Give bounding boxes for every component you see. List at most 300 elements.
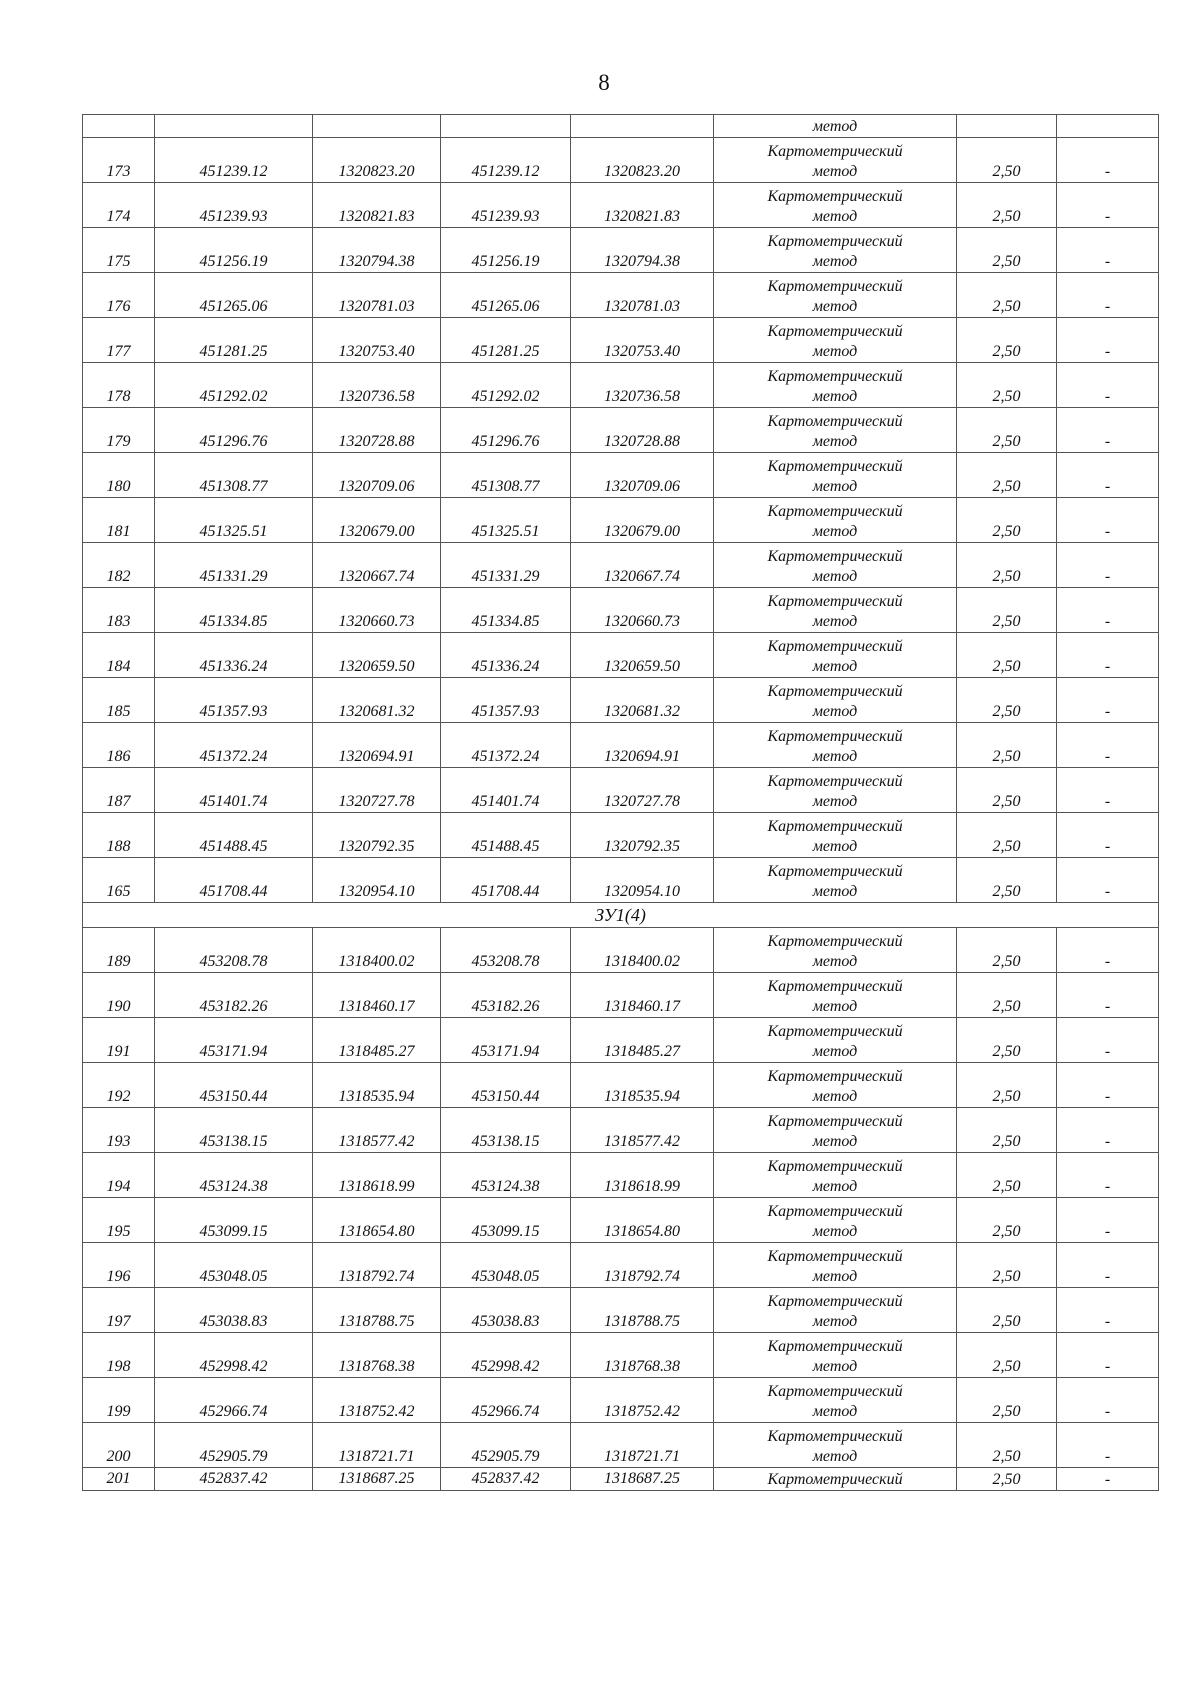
dash-cell: - <box>1057 1243 1159 1288</box>
x-old-cell: 451308.77 <box>155 453 313 498</box>
method-line2: метод <box>812 613 858 630</box>
method-line1: Картометрический <box>767 1248 903 1265</box>
x-old-cell: 453182.26 <box>155 973 313 1018</box>
y-old-cell: 1320659.50 <box>313 633 441 678</box>
method-cell <box>714 723 957 768</box>
method-line1: Картометрический <box>767 683 903 700</box>
accuracy-cell: 2,50 <box>957 1198 1057 1243</box>
method-line2: метод <box>812 658 858 675</box>
method-line1: Картометрический <box>767 933 903 950</box>
x-new-cell: 451372.24 <box>441 723 571 768</box>
method-cell <box>714 768 957 813</box>
x-old-cell: 452905.79 <box>155 1423 313 1468</box>
point-number-cell: 180 <box>83 453 155 498</box>
method-line2: метод <box>812 298 858 315</box>
x-old-cell: 451239.93 <box>155 183 313 228</box>
y-new-cell: 1320728.88 <box>571 408 714 453</box>
accuracy-cell: 2,50 <box>957 408 1057 453</box>
dash-cell: - <box>1057 408 1159 453</box>
point-number-cell: 200 <box>83 1423 155 1468</box>
method-line2: метод <box>812 703 858 720</box>
x-old-cell: 451401.74 <box>155 768 313 813</box>
y-new-cell: 1320659.50 <box>571 633 714 678</box>
x-new-cell: 451334.85 <box>441 588 571 633</box>
x-new-cell: 452905.79 <box>441 1423 571 1468</box>
y-new-cell: 1320794.38 <box>571 228 714 273</box>
method-line2: метод <box>812 208 858 225</box>
point-number-cell: 177 <box>83 318 155 363</box>
method-line2: метод <box>812 1178 858 1195</box>
point-number-cell: 191 <box>83 1018 155 1063</box>
x-old-cell: 451336.24 <box>155 633 313 678</box>
y-old-cell: 1320794.38 <box>313 228 441 273</box>
method-line1: Картометрический <box>767 1113 903 1130</box>
method-line2: метод <box>812 953 858 970</box>
y-old-cell: 1318460.17 <box>313 973 441 1018</box>
y-new-cell: 1318485.27 <box>571 1018 714 1063</box>
y-new-cell: 1320727.78 <box>571 768 714 813</box>
point-number-cell: 183 <box>83 588 155 633</box>
x-old-cell: 451357.93 <box>155 678 313 723</box>
accuracy-cell: 2,50 <box>957 768 1057 813</box>
point-number-cell: 193 <box>83 1108 155 1153</box>
x-old-cell: 451488.45 <box>155 813 313 858</box>
method-cell <box>714 633 957 678</box>
dash-cell: - <box>1057 768 1159 813</box>
method-line1: Картометрический <box>767 143 903 160</box>
method-cell <box>714 408 957 453</box>
y-old-cell: 1320792.35 <box>313 813 441 858</box>
method-line2: метод <box>812 1268 858 1285</box>
table-row <box>83 723 1159 768</box>
table-row <box>83 768 1159 813</box>
method-line1: Картометрический <box>767 548 903 565</box>
accuracy-cell: 2,50 <box>957 228 1057 273</box>
method-line2: метод <box>812 1448 858 1465</box>
method-line1: Картометрический <box>767 773 903 790</box>
accuracy-cell: 2,50 <box>957 318 1057 363</box>
table-row <box>83 453 1159 498</box>
method-line1: Картометрический <box>767 863 903 880</box>
method-line1: Картометрический <box>767 503 903 520</box>
y-old-cell: 1318400.02 <box>313 928 441 973</box>
accuracy-cell: 2,50 <box>957 1468 1057 1491</box>
method-cell <box>714 498 957 543</box>
table-row <box>83 408 1159 453</box>
point-number-cell: 176 <box>83 273 155 318</box>
point-number-cell: 173 <box>83 138 155 183</box>
section-label: ЗУ1(4) <box>83 903 1159 928</box>
y-old-cell: 1320821.83 <box>313 183 441 228</box>
table-row <box>83 228 1159 273</box>
method-line2: метод <box>812 568 858 585</box>
table-row <box>83 588 1159 633</box>
method-line2: метод <box>812 838 858 855</box>
method-line2: метод <box>812 998 858 1015</box>
method-line2: метод <box>812 478 858 495</box>
y-old-cell: 1318485.27 <box>313 1018 441 1063</box>
dash-cell: - <box>1057 1288 1159 1333</box>
table-row <box>83 1108 1159 1153</box>
method-cell <box>714 318 957 363</box>
method-cell: метод <box>714 115 957 138</box>
method-cell <box>714 183 957 228</box>
x-old-cell: 451372.24 <box>155 723 313 768</box>
accuracy-cell: 2,50 <box>957 858 1057 903</box>
accuracy-cell: 2,50 <box>957 273 1057 318</box>
point-number-cell: 190 <box>83 973 155 1018</box>
x-new-cell: 451708.44 <box>441 858 571 903</box>
method-line1: Картометрический <box>767 278 903 295</box>
y-new-cell: 1318721.71 <box>571 1423 714 1468</box>
y-old-cell: 1320679.00 <box>313 498 441 543</box>
x-new-cell: 451331.29 <box>441 543 571 588</box>
dash-cell: - <box>1057 813 1159 858</box>
x-old-cell: 452998.42 <box>155 1333 313 1378</box>
section-row <box>83 903 1159 928</box>
dash-cell: - <box>1057 858 1159 903</box>
x-new-cell: 451265.06 <box>441 273 571 318</box>
x-new-cell: 453208.78 <box>441 928 571 973</box>
accuracy-cell: 2,50 <box>957 183 1057 228</box>
dash-cell: - <box>1057 363 1159 408</box>
accuracy-cell: 2,50 <box>957 1423 1057 1468</box>
y-old-cell: 1320728.88 <box>313 408 441 453</box>
accuracy-cell: 2,50 <box>957 1333 1057 1378</box>
y-new-cell: 1320792.35 <box>571 813 714 858</box>
accuracy-cell: 2,50 <box>957 498 1057 543</box>
x-new-cell: 451239.12 <box>441 138 571 183</box>
method-line2: метод <box>812 433 858 450</box>
table-row <box>83 1243 1159 1288</box>
y-old-cell: 1320667.74 <box>313 543 441 588</box>
point-number-cell: 197 <box>83 1288 155 1333</box>
y-new-cell: 1320753.40 <box>571 318 714 363</box>
table-row <box>83 543 1159 588</box>
method-line2: метод <box>812 793 858 810</box>
y-new-cell: 1320660.73 <box>571 588 714 633</box>
method-line2: метод <box>812 1043 858 1060</box>
table-row <box>83 928 1159 973</box>
point-number-cell: 189 <box>83 928 155 973</box>
accuracy-cell: 2,50 <box>957 1108 1057 1153</box>
method-line2: метод <box>812 883 858 900</box>
point-number-cell: 174 <box>83 183 155 228</box>
x-new-cell: 451308.77 <box>441 453 571 498</box>
point-number-cell: 187 <box>83 768 155 813</box>
method-line1: Картометрический <box>767 1338 903 1355</box>
table-row <box>83 1288 1159 1333</box>
point-number-cell: 192 <box>83 1063 155 1108</box>
method-line2: метод <box>812 1223 858 1240</box>
method-line1: Картометрический <box>767 638 903 655</box>
y-new-cell: 1318788.75 <box>571 1288 714 1333</box>
dash-cell: - <box>1057 678 1159 723</box>
point-number-cell: 195 <box>83 1198 155 1243</box>
y-old-cell: 1318788.75 <box>313 1288 441 1333</box>
y-new-cell: 1320736.58 <box>571 363 714 408</box>
dash-cell: - <box>1057 138 1159 183</box>
method-line1: Картометрический <box>767 818 903 835</box>
method-cell <box>714 858 957 903</box>
table-row <box>83 1333 1159 1378</box>
method-cell <box>714 453 957 498</box>
method-cell <box>714 1018 957 1063</box>
method-cell <box>714 1153 957 1198</box>
method-cell <box>714 1468 957 1491</box>
method-cell <box>714 1288 957 1333</box>
x-old-cell: 453124.38 <box>155 1153 313 1198</box>
x-old-cell: 453171.94 <box>155 1018 313 1063</box>
method-line2: метод <box>812 1358 858 1375</box>
y-new-cell: 1320679.00 <box>571 498 714 543</box>
method-line2: метод <box>812 388 858 405</box>
y-new-cell: 1318768.38 <box>571 1333 714 1378</box>
dash-cell: - <box>1057 1378 1159 1423</box>
accuracy-cell: 2,50 <box>957 588 1057 633</box>
table-row <box>83 678 1159 723</box>
y-old-cell: 1320660.73 <box>313 588 441 633</box>
accuracy-cell: 2,50 <box>957 138 1057 183</box>
method-line2: метод <box>812 253 858 270</box>
table-row <box>83 813 1159 858</box>
point-number-cell: 199 <box>83 1378 155 1423</box>
y-old-cell: 1318654.80 <box>313 1198 441 1243</box>
method-line1: Картометрический <box>767 593 903 610</box>
y-new-cell: 1320694.91 <box>571 723 714 768</box>
coordinates-table <box>82 114 1159 1491</box>
y-old-cell: 1318792.74 <box>313 1243 441 1288</box>
x-new-cell: 453171.94 <box>441 1018 571 1063</box>
method-line2: метод <box>812 523 858 540</box>
x-new-cell: 452998.42 <box>441 1333 571 1378</box>
dash-cell: - <box>1057 1333 1159 1378</box>
method-line1: Картометрический <box>767 413 903 430</box>
method-cell <box>714 1378 957 1423</box>
table-row <box>83 183 1159 228</box>
method-line1: Картометрический <box>767 728 903 745</box>
dash-cell: - <box>1057 1108 1159 1153</box>
method-line1: Картометрический <box>767 1203 903 1220</box>
dash-cell: - <box>1057 928 1159 973</box>
method-line1: Картометрический <box>767 1158 903 1175</box>
x-new-cell: 453182.26 <box>441 973 571 1018</box>
method-cell <box>714 1243 957 1288</box>
y-new-cell: 1318460.17 <box>571 973 714 1018</box>
table-row <box>83 1018 1159 1063</box>
y-new-cell: 1320709.06 <box>571 453 714 498</box>
dash-cell: - <box>1057 973 1159 1018</box>
table-row <box>83 363 1159 408</box>
x-new-cell: 453124.38 <box>441 1153 571 1198</box>
method-line1: Картометрический <box>767 188 903 205</box>
method-line1: Картометрический <box>767 458 903 475</box>
dash-cell: - <box>1057 588 1159 633</box>
dash-cell: - <box>1057 183 1159 228</box>
method-line2: метод <box>812 1403 858 1420</box>
continuation-row <box>83 115 1159 138</box>
method-cell <box>714 973 957 1018</box>
dash-cell: - <box>1057 1018 1159 1063</box>
method-cell <box>714 1423 957 1468</box>
x-new-cell: 451281.25 <box>441 318 571 363</box>
method-line1: Картометрический <box>767 1471 903 1488</box>
dash-cell: - <box>1057 1063 1159 1108</box>
x-old-cell: 451708.44 <box>155 858 313 903</box>
table-row <box>83 1423 1159 1468</box>
x-old-cell: 451296.76 <box>155 408 313 453</box>
method-line2: метод <box>812 1088 858 1105</box>
y-old-cell: 1318752.42 <box>313 1378 441 1423</box>
y-old-cell: 1318768.38 <box>313 1333 441 1378</box>
dash-cell: - <box>1057 228 1159 273</box>
dash-cell: - <box>1057 1468 1159 1491</box>
x-old-cell: 451331.29 <box>155 543 313 588</box>
y-old-cell: 1320781.03 <box>313 273 441 318</box>
method-line1: Картометрический <box>767 323 903 340</box>
y-old-cell: 1320823.20 <box>313 138 441 183</box>
dash-cell: - <box>1057 1198 1159 1243</box>
method-cell <box>714 138 957 183</box>
accuracy-cell: 2,50 <box>957 633 1057 678</box>
accuracy-cell: 2,50 <box>957 813 1057 858</box>
method-cell <box>714 543 957 588</box>
y-new-cell: 1320781.03 <box>571 273 714 318</box>
y-old-cell: 1320681.32 <box>313 678 441 723</box>
x-new-cell: 451401.74 <box>441 768 571 813</box>
x-new-cell: 451239.93 <box>441 183 571 228</box>
method-line1: Картометрический <box>767 233 903 250</box>
method-cell <box>714 813 957 858</box>
method-line2: метод <box>812 748 858 765</box>
x-new-cell: 453048.05 <box>441 1243 571 1288</box>
x-old-cell: 451292.02 <box>155 363 313 408</box>
method-line1: Картометрический <box>767 1383 903 1400</box>
table-row <box>83 138 1159 183</box>
y-new-cell: 1318618.99 <box>571 1153 714 1198</box>
dash-cell: - <box>1057 273 1159 318</box>
method-line2: метод <box>812 1313 858 1330</box>
method-cell <box>714 363 957 408</box>
x-old-cell: 451334.85 <box>155 588 313 633</box>
y-old-cell: 1320694.91 <box>313 723 441 768</box>
y-new-cell: 1320681.32 <box>571 678 714 723</box>
dash-cell: - <box>1057 633 1159 678</box>
method-cell <box>714 1063 957 1108</box>
method-cell <box>714 1198 957 1243</box>
x-old-cell: 453099.15 <box>155 1198 313 1243</box>
y-old-cell: 1318618.99 <box>313 1153 441 1198</box>
x-new-cell: 453038.83 <box>441 1288 571 1333</box>
x-old-cell: 453208.78 <box>155 928 313 973</box>
point-number-cell: 181 <box>83 498 155 543</box>
x-old-cell: 453038.83 <box>155 1288 313 1333</box>
y-new-cell: 1318792.74 <box>571 1243 714 1288</box>
table-row <box>83 1153 1159 1198</box>
x-old-cell: 453150.44 <box>155 1063 313 1108</box>
y-new-cell: 1320823.20 <box>571 138 714 183</box>
dash-cell: - <box>1057 1423 1159 1468</box>
x-new-cell: 451488.45 <box>441 813 571 858</box>
table-row <box>83 273 1159 318</box>
dash-cell: - <box>1057 1153 1159 1198</box>
y-old-cell: 1320736.58 <box>313 363 441 408</box>
x-old-cell: 451281.25 <box>155 318 313 363</box>
x-new-cell: 451357.93 <box>441 678 571 723</box>
accuracy-cell: 2,50 <box>957 1153 1057 1198</box>
y-old-cell: 1320954.10 <box>313 858 441 903</box>
point-number-cell: 165 <box>83 858 155 903</box>
point-number-cell: 184 <box>83 633 155 678</box>
table-row <box>83 858 1159 903</box>
point-number-cell: 185 <box>83 678 155 723</box>
table-row <box>83 1468 1159 1491</box>
x-new-cell: 453138.15 <box>441 1108 571 1153</box>
x-new-cell: 453099.15 <box>441 1198 571 1243</box>
method-line1: Картометрический <box>767 1023 903 1040</box>
y-old-cell: 1320727.78 <box>313 768 441 813</box>
x-old-cell: 453138.15 <box>155 1108 313 1153</box>
method-line2: метод <box>812 343 858 360</box>
y-new-cell: 1318577.42 <box>571 1108 714 1153</box>
method-line1: Картометрический <box>767 368 903 385</box>
point-number-cell: 186 <box>83 723 155 768</box>
y-new-cell: 1318400.02 <box>571 928 714 973</box>
dash-cell: - <box>1057 318 1159 363</box>
method-cell <box>714 928 957 973</box>
accuracy-cell: 2,50 <box>957 1063 1057 1108</box>
point-number-cell: 194 <box>83 1153 155 1198</box>
method-cell <box>714 1108 957 1153</box>
accuracy-cell: 2,50 <box>957 678 1057 723</box>
accuracy-cell: 2,50 <box>957 1018 1057 1063</box>
accuracy-cell: 2,50 <box>957 363 1057 408</box>
accuracy-cell: 2,50 <box>957 1288 1057 1333</box>
point-number-cell: 179 <box>83 408 155 453</box>
x-new-cell: 453150.44 <box>441 1063 571 1108</box>
accuracy-cell: 2,50 <box>957 453 1057 498</box>
point-number-cell: 188 <box>83 813 155 858</box>
accuracy-cell: 2,50 <box>957 973 1057 1018</box>
accuracy-cell: 2,50 <box>957 928 1057 973</box>
point-number-cell: 175 <box>83 228 155 273</box>
x-old-cell: 451256.19 <box>155 228 313 273</box>
x-new-cell: 451296.76 <box>441 408 571 453</box>
method-line2: метод <box>812 1133 858 1150</box>
dash-cell: - <box>1057 723 1159 768</box>
page-number: 8 <box>598 70 610 95</box>
x-new-cell: 452966.74 <box>441 1378 571 1423</box>
point-number-cell: 201 <box>83 1468 155 1491</box>
accuracy-cell: 2,50 <box>957 723 1057 768</box>
x-new-cell: 452837.42 <box>441 1468 571 1491</box>
y-new-cell: 1318687.25 <box>571 1468 714 1491</box>
y-new-cell: 1320954.10 <box>571 858 714 903</box>
table-row <box>83 318 1159 363</box>
dash-cell: - <box>1057 543 1159 588</box>
x-new-cell: 451256.19 <box>441 228 571 273</box>
method-cell <box>714 1333 957 1378</box>
point-number-cell: 198 <box>83 1333 155 1378</box>
y-old-cell: 1318535.94 <box>313 1063 441 1108</box>
table-row <box>83 633 1159 678</box>
y-old-cell: 1320709.06 <box>313 453 441 498</box>
y-old-cell: 1320753.40 <box>313 318 441 363</box>
x-old-cell: 453048.05 <box>155 1243 313 1288</box>
x-old-cell: 451265.06 <box>155 273 313 318</box>
point-number-cell: 182 <box>83 543 155 588</box>
dash-cell: - <box>1057 498 1159 543</box>
